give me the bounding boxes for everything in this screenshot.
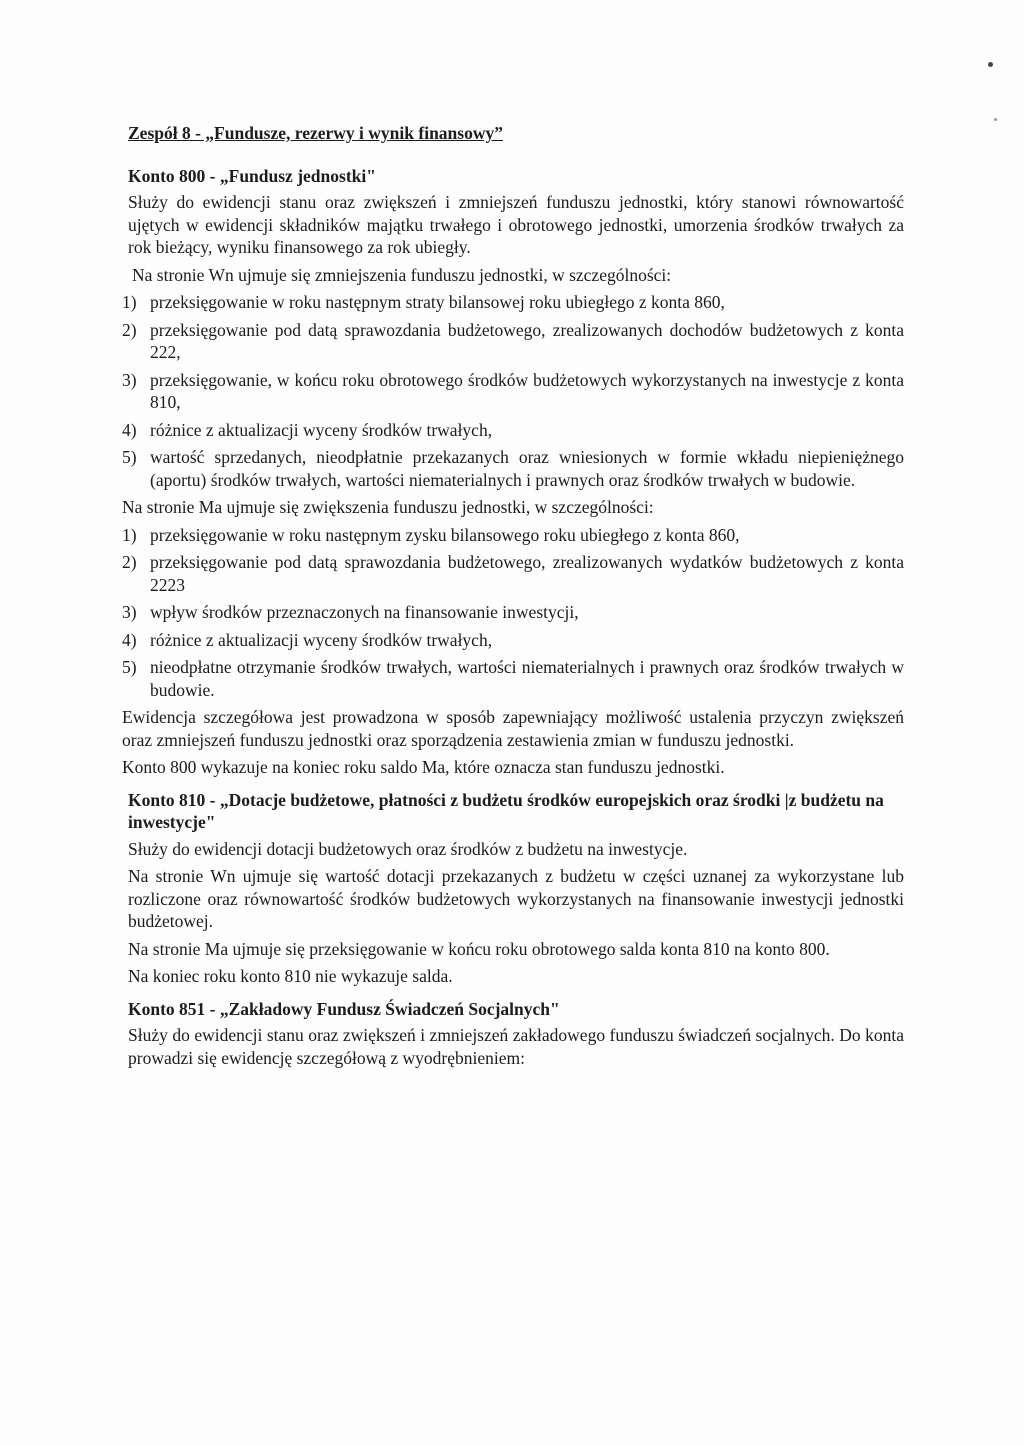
konto-800-ma-list — [122, 524, 904, 702]
list-item — [122, 319, 904, 364]
item-text: przeksięgowanie w roku następnym straty bilansowej roku ubiegłego z konta 860, — [150, 292, 725, 312]
konto-800-wn-list — [122, 291, 904, 491]
item-number: 3) — [122, 602, 137, 622]
konto-800-detail: Ewidencja szczegółowa jest prowadzona w sposób zapewniający możliwość ustalenia przyczyn zwiększeń oraz zmniejszeń funduszu jednostki oraz sporządzenia zestawienia zmian w funduszu jednostki. — [122, 707, 904, 750]
list-item — [122, 551, 904, 596]
item-number: 3) — [122, 369, 137, 390]
list-item — [122, 601, 904, 624]
group-title: Zespół 8 - „Fundusze, rezerwy i wynik finansowy” — [128, 123, 503, 143]
list-item — [122, 419, 904, 442]
item-text: różnice z aktualizacji wyceny środków trwałych, — [150, 629, 493, 650]
document-body — [122, 122, 904, 1074]
konto-810-wn: Na stronie Wn ujmuje się wartość dotacji przekazanych z budżetu w części uznanej za wykorzystane lub rozliczone oraz równowartość środków budżetowych wykorzystanych na finansowanie inwestycji jednostki budżetowej. — [128, 866, 904, 931]
list-item — [122, 524, 904, 547]
item-number: 2) — [122, 552, 137, 572]
item-number: 2) — [122, 319, 137, 340]
item-text: przeksięgowanie, w końcu roku obrotowego środków budżetowych wykorzystanych na inwestycje z konta 810, — [150, 369, 904, 412]
item-number: 1) — [122, 292, 137, 312]
section-konto-800 — [122, 165, 904, 779]
list-item — [122, 446, 904, 491]
item-number: 4) — [122, 419, 137, 440]
konto-810-description: Służy do ewidencji dotacji budżetowych oraz środków z budżetu na inwestycje. — [128, 838, 688, 859]
item-text: przeksięgowanie w roku następnym zysku bilansowego roku ubiegłego z konta 860, — [150, 524, 740, 545]
list-item — [122, 629, 904, 652]
scan-speck — [988, 62, 993, 67]
item-number: 1) — [122, 524, 137, 545]
section-konto-810 — [128, 789, 904, 988]
konto-810-saldo: Na koniec roku konto 810 nie wykazuje salda. — [128, 966, 453, 986]
item-text: przeksięgowanie pod datą sprawozdania budżetowego, zrealizowanych wydatków budżetowych z konta 2223 — [150, 552, 904, 595]
konto-851-description: Służy do ewidencji stanu oraz zwiększeń i zmniejszeń zakładowego funduszu świadczeń socjalnych. Do konta prowadzi się ewidencję szczegółową z wyodrębnieniem: — [128, 1025, 904, 1068]
item-text: przeksięgowanie pod datą sprawozdania budżetowego, zrealizowanych dochodów budżetowych z konta 222, — [150, 319, 904, 362]
scan-speck — [994, 118, 997, 121]
konto-851-heading: Konto 851 - „Zakładowy Fundusz Świadczeń Socjalnych" — [128, 998, 560, 1019]
list-item — [122, 291, 904, 314]
konto-800-heading: Konto 800 - „Fundusz jednostki" — [128, 165, 376, 186]
list-item — [122, 369, 904, 414]
item-text: wpływ środków przeznaczonych na finansowanie inwestycji, — [150, 602, 579, 622]
konto-800-saldo: Konto 800 wykazuje na koniec roku saldo Ma, które oznacza stan funduszu jednostki. — [122, 757, 725, 777]
konto-800-wn-intro: Na stronie Wn ujmuje się zmniejszenia funduszu jednostki, w szczególności: — [132, 264, 672, 285]
item-number: 4) — [122, 629, 137, 650]
konto-800-description: Służy do ewidencji stanu oraz zwiększeń i zmniejszeń funduszu jednostki, który stanowi równowartość ujętych w ewidencji składników majątku trwałego i obrotowego jednostki, umorzenia środków trwałych za rok bieżący, wyniku finansowego za rok ubiegły. — [128, 192, 904, 257]
item-number: 5) — [122, 657, 137, 677]
konto-810-ma: Na stronie Ma ujmuje się przeksięgowanie w końcu roku obrotowego salda konta 810 na konto 800. — [128, 938, 830, 959]
item-text: różnice z aktualizacji wyceny środków trwałych, — [150, 419, 493, 440]
section-konto-851 — [128, 998, 904, 1070]
item-number: 5) — [122, 447, 137, 467]
konto-810-heading: Konto 810 - „Dotacje budżetowe, płatności z budżetu środków europejskich oraz środki |z budżetu na inwestycje" — [128, 789, 884, 832]
item-text: wartość sprzedanych, nieodpłatnie przekazanych oraz wniesionych w formie wkładu niepieniężnego (aportu) środków trwałych, wartości niematerialnych i prawnych oraz środków trwałych w budowie. — [150, 447, 904, 490]
konto-800-ma-intro: Na stronie Ma ujmuje się zwiększenia funduszu jednostki, w szczególności: — [122, 497, 654, 517]
list-item — [122, 656, 904, 701]
item-text: nieodpłatne otrzymanie środków trwałych, wartości niematerialnych i prawnych oraz środków trwałych w budowie. — [150, 657, 904, 700]
